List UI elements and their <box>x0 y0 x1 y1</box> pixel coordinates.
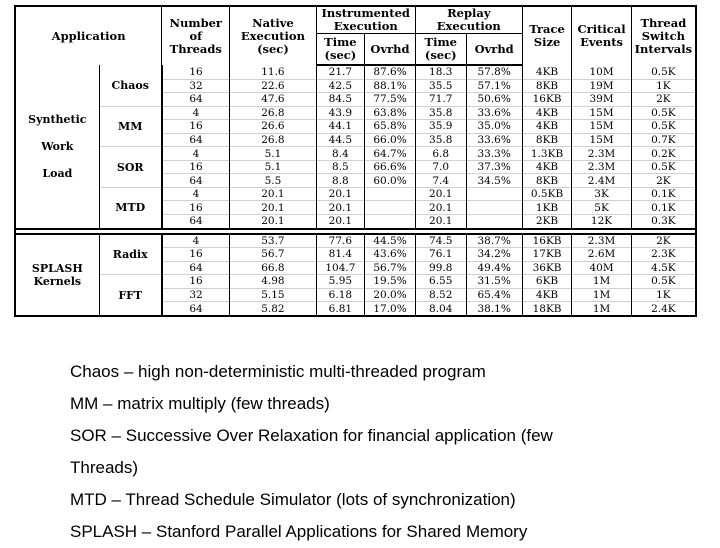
table-cell: 0.3K <box>631 215 696 229</box>
header-replay: Replay Execution <box>415 6 522 34</box>
table-cell: 22.6 <box>230 79 316 93</box>
group-name-line: SPLASH <box>31 261 83 275</box>
note-sor: SOR – Successive Over Relaxation for financial application (few <box>70 426 553 445</box>
table-cell: 2.3M <box>572 160 631 174</box>
table-cell: 8.5 <box>316 160 365 174</box>
header-instrumented-ovrhd: Ovrhd <box>365 34 416 66</box>
table-cell: 47.6 <box>230 93 316 107</box>
table-cell: 4 <box>162 234 230 248</box>
table-cell: 63.8% <box>365 106 416 120</box>
table-cell: 16 <box>162 201 230 215</box>
table-cell: 20.1 <box>415 215 466 229</box>
table-cell: 0.1K <box>631 201 696 215</box>
table-cell <box>466 201 522 215</box>
table-cell: 33.6% <box>466 133 522 147</box>
table-cell: 6.18 <box>316 288 365 302</box>
group-name-line: Work <box>41 139 74 153</box>
table-cell: 49.4% <box>466 261 522 275</box>
table-cell: 35.9 <box>415 120 466 134</box>
table-row <box>15 187 696 201</box>
group-name-line: Load <box>42 166 73 180</box>
table-cell: 33.6% <box>466 106 522 120</box>
table-cell: 20.1 <box>230 201 316 215</box>
group-name-line: Kernels <box>33 274 82 288</box>
table-cell: 21.7 <box>316 65 365 79</box>
note-mtd: MTD – Thread Schedule Simulator (lots of synchronization) <box>70 490 516 509</box>
table-cell: 26.8 <box>230 133 316 147</box>
table-cell: 2.3M <box>572 234 631 248</box>
table-cell: 35.8 <box>415 106 466 120</box>
table-cell: 0.5K <box>631 275 696 289</box>
table-cell: 2.4M <box>572 174 631 188</box>
table-cell: 26.8 <box>230 106 316 120</box>
table-cell: 0.5K <box>631 160 696 174</box>
note-splash: SPLASH – Stanford Parallel Applications for Shared Memory <box>70 522 528 541</box>
table-row <box>15 65 696 79</box>
table-cell: 16 <box>162 160 230 174</box>
table-cell: 1K <box>631 288 696 302</box>
table-cell: 4 <box>162 147 230 161</box>
program-name: Chaos <box>99 65 162 106</box>
header-application: Application <box>15 6 162 65</box>
table-cell: 12K <box>572 215 631 229</box>
table-cell: 5.1 <box>230 160 316 174</box>
table-cell: 2.6M <box>572 248 631 262</box>
table-cell <box>365 215 416 229</box>
table-cell: 64 <box>162 215 230 229</box>
table-cell: 10M <box>572 65 631 79</box>
table-cell: 1KB <box>522 201 572 215</box>
table-cell: 35.5 <box>415 79 466 93</box>
table-cell: 3K <box>572 187 631 201</box>
table-cell: 44.5% <box>365 234 416 248</box>
table-cell: 57.8% <box>466 65 522 79</box>
table-cell: 0.5K <box>631 106 696 120</box>
table-cell: 4.98 <box>230 275 316 289</box>
header-native: Native Execution (sec) <box>230 6 316 65</box>
table-cell: 39M <box>572 93 631 107</box>
table-cell: 44.5 <box>316 133 365 147</box>
table-cell: 18KB <box>522 302 572 316</box>
table-cell: 57.1% <box>466 79 522 93</box>
table-cell: 64 <box>162 302 230 316</box>
table-cell: 87.6% <box>365 65 416 79</box>
table-cell: 2.3M <box>572 147 631 161</box>
table-cell: 6KB <box>522 275 572 289</box>
table-cell: 65.8% <box>365 120 416 134</box>
table-cell: 4KB <box>522 288 572 302</box>
table-cell: 2.4K <box>631 302 696 316</box>
note-chaos: Chaos – high non-deterministic multi-threaded program <box>70 362 486 381</box>
table-cell: 15M <box>572 133 631 147</box>
table-cell: 34.2% <box>466 248 522 262</box>
group-name <box>15 65 99 229</box>
table-cell: 5K <box>572 201 631 215</box>
table-cell: 8KB <box>522 133 572 147</box>
table-cell: 64 <box>162 261 230 275</box>
table-cell: 7.4 <box>415 174 466 188</box>
table-cell: 43.6% <box>365 248 416 262</box>
table-cell: 66.0% <box>365 133 416 147</box>
table-cell: 35.0% <box>466 120 522 134</box>
table-cell: 15M <box>572 120 631 134</box>
table-cell: 16 <box>162 248 230 262</box>
table-cell: 66.8 <box>230 261 316 275</box>
table-cell: 0.5K <box>631 65 696 79</box>
program-name: MTD <box>99 187 162 228</box>
table-cell: 38.7% <box>466 234 522 248</box>
table-cell: 16KB <box>522 234 572 248</box>
program-name: SOR <box>99 147 162 188</box>
table-cell: 40M <box>572 261 631 275</box>
table-cell: 0.7K <box>631 133 696 147</box>
table-cell: 81.4 <box>316 248 365 262</box>
table-cell: 65.4% <box>466 288 522 302</box>
table-cell: 42.5 <box>316 79 365 93</box>
table-cell: 1.3KB <box>522 147 572 161</box>
program-name: FFT <box>99 275 162 316</box>
table-cell: 8KB <box>522 79 572 93</box>
header-instrumented: Instrumented Execution <box>316 6 415 34</box>
table-cell: 20.1 <box>230 187 316 201</box>
table-cell: 60.0% <box>365 174 416 188</box>
table-cell: 6.55 <box>415 275 466 289</box>
table-cell: 6.81 <box>316 302 365 316</box>
header-critical-events: Critical Events <box>572 6 631 65</box>
note-sor-continued: Threads) <box>70 458 139 477</box>
table-cell <box>466 215 522 229</box>
table-cell: 35.8 <box>415 133 466 147</box>
table-cell: 53.7 <box>230 234 316 248</box>
table-cell: 6.8 <box>415 147 466 161</box>
table-cell: 16KB <box>522 93 572 107</box>
table-cell: 1K <box>631 79 696 93</box>
table-cell <box>365 201 416 215</box>
table-cell: 31.5% <box>466 275 522 289</box>
table-cell: 64 <box>162 133 230 147</box>
results-body <box>15 65 696 316</box>
header-replay-time: Time (sec) <box>415 34 466 66</box>
table-cell: 4KB <box>522 106 572 120</box>
table-cell: 8.52 <box>415 288 466 302</box>
table-cell: 77.6 <box>316 234 365 248</box>
table-cell: 64 <box>162 93 230 107</box>
table-cell: 4 <box>162 106 230 120</box>
table-cell: 8KB <box>522 174 572 188</box>
table-cell: 16 <box>162 65 230 79</box>
table-cell: 4 <box>162 187 230 201</box>
table-cell: 56.7 <box>230 248 316 262</box>
table-cell: 8.8 <box>316 174 365 188</box>
table-cell: 20.1 <box>316 187 365 201</box>
table-cell: 71.7 <box>415 93 466 107</box>
table-cell: 17.0% <box>365 302 416 316</box>
table-row <box>15 275 696 289</box>
table-cell: 20.1 <box>316 215 365 229</box>
table-cell: 8.04 <box>415 302 466 316</box>
table-cell: 50.6% <box>466 93 522 107</box>
table-cell: 104.7 <box>316 261 365 275</box>
table-cell: 56.7% <box>365 261 416 275</box>
table-cell: 7.0 <box>415 160 466 174</box>
table-cell: 2.3K <box>631 248 696 262</box>
table-cell: 2KB <box>522 215 572 229</box>
group-name <box>15 234 99 316</box>
table-cell <box>365 187 416 201</box>
table-cell: 2K <box>631 234 696 248</box>
table-cell: 76.1 <box>415 248 466 262</box>
program-name: MM <box>99 106 162 147</box>
table-cell: 5.82 <box>230 302 316 316</box>
table-cell: 99.8 <box>415 261 466 275</box>
table-cell: 38.1% <box>466 302 522 316</box>
table-row <box>15 147 696 161</box>
table-cell: 84.5 <box>316 93 365 107</box>
table-cell: 16 <box>162 275 230 289</box>
table-cell: 64.7% <box>365 147 416 161</box>
table-cell: 64 <box>162 174 230 188</box>
program-name: Radix <box>99 234 162 275</box>
table-cell: 18.3 <box>415 65 466 79</box>
table-cell: 26.6 <box>230 120 316 134</box>
table-cell <box>466 187 522 201</box>
header-switch-intervals: Thread Switch Intervals <box>631 6 696 65</box>
table-cell: 20.0% <box>365 288 416 302</box>
table-cell: 2K <box>631 174 696 188</box>
header-threads: Number of Threads <box>162 6 230 65</box>
table-cell: 0.5KB <box>522 187 572 201</box>
table-cell: 43.9 <box>316 106 365 120</box>
table-cell: 19.5% <box>365 275 416 289</box>
table-cell: 4KB <box>522 160 572 174</box>
table-cell: 32 <box>162 79 230 93</box>
table-cell: 20.1 <box>230 215 316 229</box>
table-cell: 4KB <box>522 65 572 79</box>
table-cell: 37.3% <box>466 160 522 174</box>
table-cell: 5.1 <box>230 147 316 161</box>
table-cell: 44.1 <box>316 120 365 134</box>
note-mm: MM – matrix multiply (few threads) <box>70 394 330 413</box>
table-cell: 5.15 <box>230 288 316 302</box>
table-cell: 19M <box>572 79 631 93</box>
results-table <box>14 5 697 317</box>
table-cell: 4KB <box>522 120 572 134</box>
table-cell: 20.1 <box>415 201 466 215</box>
table-cell: 0.5K <box>631 120 696 134</box>
program-notes <box>70 356 553 548</box>
table-cell: 4.5K <box>631 261 696 275</box>
table-cell: 34.5% <box>466 174 522 188</box>
table-cell: 0.2K <box>631 147 696 161</box>
table-cell: 20.1 <box>316 201 365 215</box>
header-trace-size: Trace Size <box>522 6 572 65</box>
table-cell: 88.1% <box>365 79 416 93</box>
table-cell: 15M <box>572 106 631 120</box>
table-cell: 1M <box>572 302 631 316</box>
table-cell: 8.4 <box>316 147 365 161</box>
table-cell: 1M <box>572 275 631 289</box>
table-cell: 2K <box>631 93 696 107</box>
table-row <box>15 234 696 248</box>
header-replay-ovrhd: Ovrhd <box>466 34 522 66</box>
group-name-line: Synthetic <box>28 112 87 126</box>
table-cell: 5.5 <box>230 174 316 188</box>
table-cell: 0.1K <box>631 187 696 201</box>
header-instrumented-time: Time (sec) <box>316 34 365 66</box>
table-cell: 33.3% <box>466 147 522 161</box>
table-cell: 32 <box>162 288 230 302</box>
table-cell: 74.5 <box>415 234 466 248</box>
table-row <box>15 106 696 120</box>
table-cell: 66.6% <box>365 160 416 174</box>
table-cell: 11.6 <box>230 65 316 79</box>
table-cell: 16 <box>162 120 230 134</box>
table-cell: 20.1 <box>415 187 466 201</box>
table-cell: 17KB <box>522 248 572 262</box>
table-cell: 5.95 <box>316 275 365 289</box>
table-cell: 77.5% <box>365 93 416 107</box>
table-cell: 36KB <box>522 261 572 275</box>
table-cell: 1M <box>572 288 631 302</box>
